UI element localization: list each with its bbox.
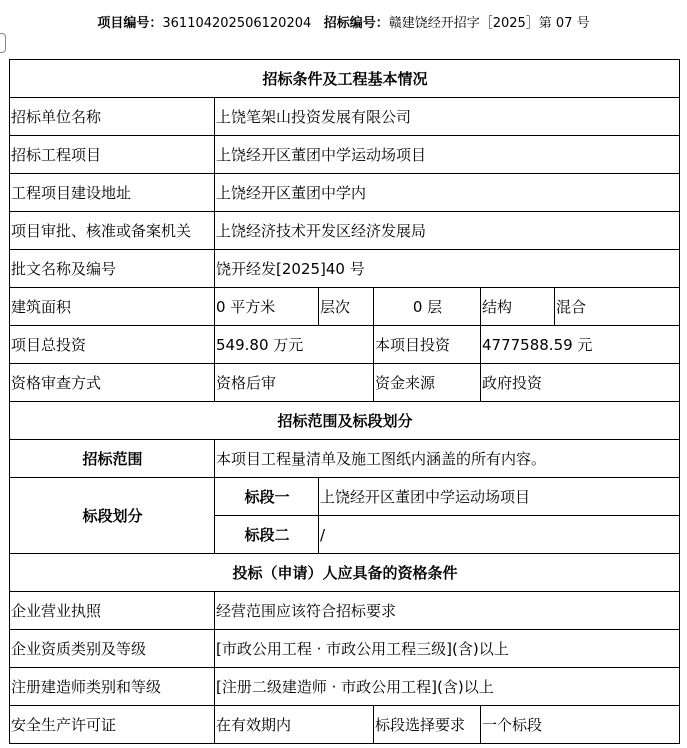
table-row: [10, 630, 680, 668]
section2-title: 招标范围及标段划分: [10, 402, 680, 440]
row-label: 注册建造师类别和等级: [10, 668, 215, 706]
lot-name: 标段一: [215, 478, 319, 516]
lot-requirement-value: 一个标段: [481, 706, 680, 744]
row-label: 招标单位名称: [10, 98, 215, 136]
area-label: 建筑面积: [10, 288, 215, 326]
row-label: 企业资质类别及等级: [10, 630, 215, 668]
scroll-handle[interactable]: [0, 33, 6, 53]
section1-title: 招标条件及工程基本情况: [10, 60, 680, 98]
lots-label: 标段划分: [10, 478, 215, 554]
table-row: [10, 136, 680, 174]
scope-value: 本项目工程量清单及施工图纸内涵盖的所有内容。: [215, 440, 680, 478]
safety-value: 在有效期内: [215, 706, 374, 744]
row-value: 经营范围应该符合招标要求: [215, 592, 680, 630]
investment-value: 549.80 万元: [215, 326, 374, 364]
project-no: 361104202506120204: [162, 16, 312, 31]
safety-label: 安全生产许可证: [10, 706, 215, 744]
section3-title: 投标（申请）人应具备的资格条件: [10, 554, 680, 592]
tender-no-label: 招标编号：: [323, 16, 389, 31]
row-value: [市政公用工程 · 市政公用工程三级](含)以上: [215, 630, 680, 668]
row-value: 上饶笔架山投资发展有限公司: [215, 98, 680, 136]
table-row: [10, 98, 680, 136]
structure-value: 混合: [555, 288, 680, 326]
row-label: 企业营业执照: [10, 592, 215, 630]
table-row: [10, 326, 680, 364]
table-row: [10, 706, 680, 744]
scope-label: 招标范围: [10, 440, 215, 478]
row-value: 上饶经开区董团中学内: [215, 174, 680, 212]
tender-no: 赣建饶经开招字［2025］第 07 号: [388, 16, 590, 31]
row-label: 招标工程项目: [10, 136, 215, 174]
this-investment-label: 本项目投资: [374, 326, 481, 364]
floors-value: 0 层: [374, 288, 481, 326]
table-row: [10, 174, 680, 212]
table-row: [10, 288, 680, 326]
floors-label: 层次: [319, 288, 374, 326]
table-row: [10, 250, 680, 288]
lot-value: /: [319, 516, 680, 554]
lot-value: 上饶经开区董团中学运动场项目: [319, 478, 680, 516]
table-row: [10, 364, 680, 402]
investment-label: 项目总投资: [10, 326, 215, 364]
table-row: [10, 440, 680, 478]
document-header: [0, 12, 687, 31]
row-label: 批文名称及编号: [10, 250, 215, 288]
fund-label: 资金来源: [374, 364, 481, 402]
review-value: 资格后审: [215, 364, 374, 402]
lot-name: 标段二: [215, 516, 319, 554]
tender-info-table: [9, 59, 680, 744]
row-value: [注册二级建造师 · 市政公用工程](含)以上: [215, 668, 680, 706]
row-value: 饶开经发[2025]40 号: [215, 250, 680, 288]
this-investment-value: 4777588.59 元: [481, 326, 680, 364]
table-row: [10, 212, 680, 250]
row-label: 工程项目建设地址: [10, 174, 215, 212]
lot-requirement-label: 标段选择要求: [374, 706, 481, 744]
table-row: [10, 592, 680, 630]
row-label: 项目审批、核准或备案机关: [10, 212, 215, 250]
table-row: [10, 478, 680, 516]
row-value: 上饶经济技术开发区经济发展局: [215, 212, 680, 250]
review-label: 资格审查方式: [10, 364, 215, 402]
table-row: [10, 668, 680, 706]
project-no-label: 项目编号：: [97, 16, 163, 31]
area-value: 0 平方米: [215, 288, 319, 326]
row-value: 上饶经开区董团中学运动场项目: [215, 136, 680, 174]
fund-value: 政府投资: [481, 364, 680, 402]
structure-label: 结构: [481, 288, 555, 326]
